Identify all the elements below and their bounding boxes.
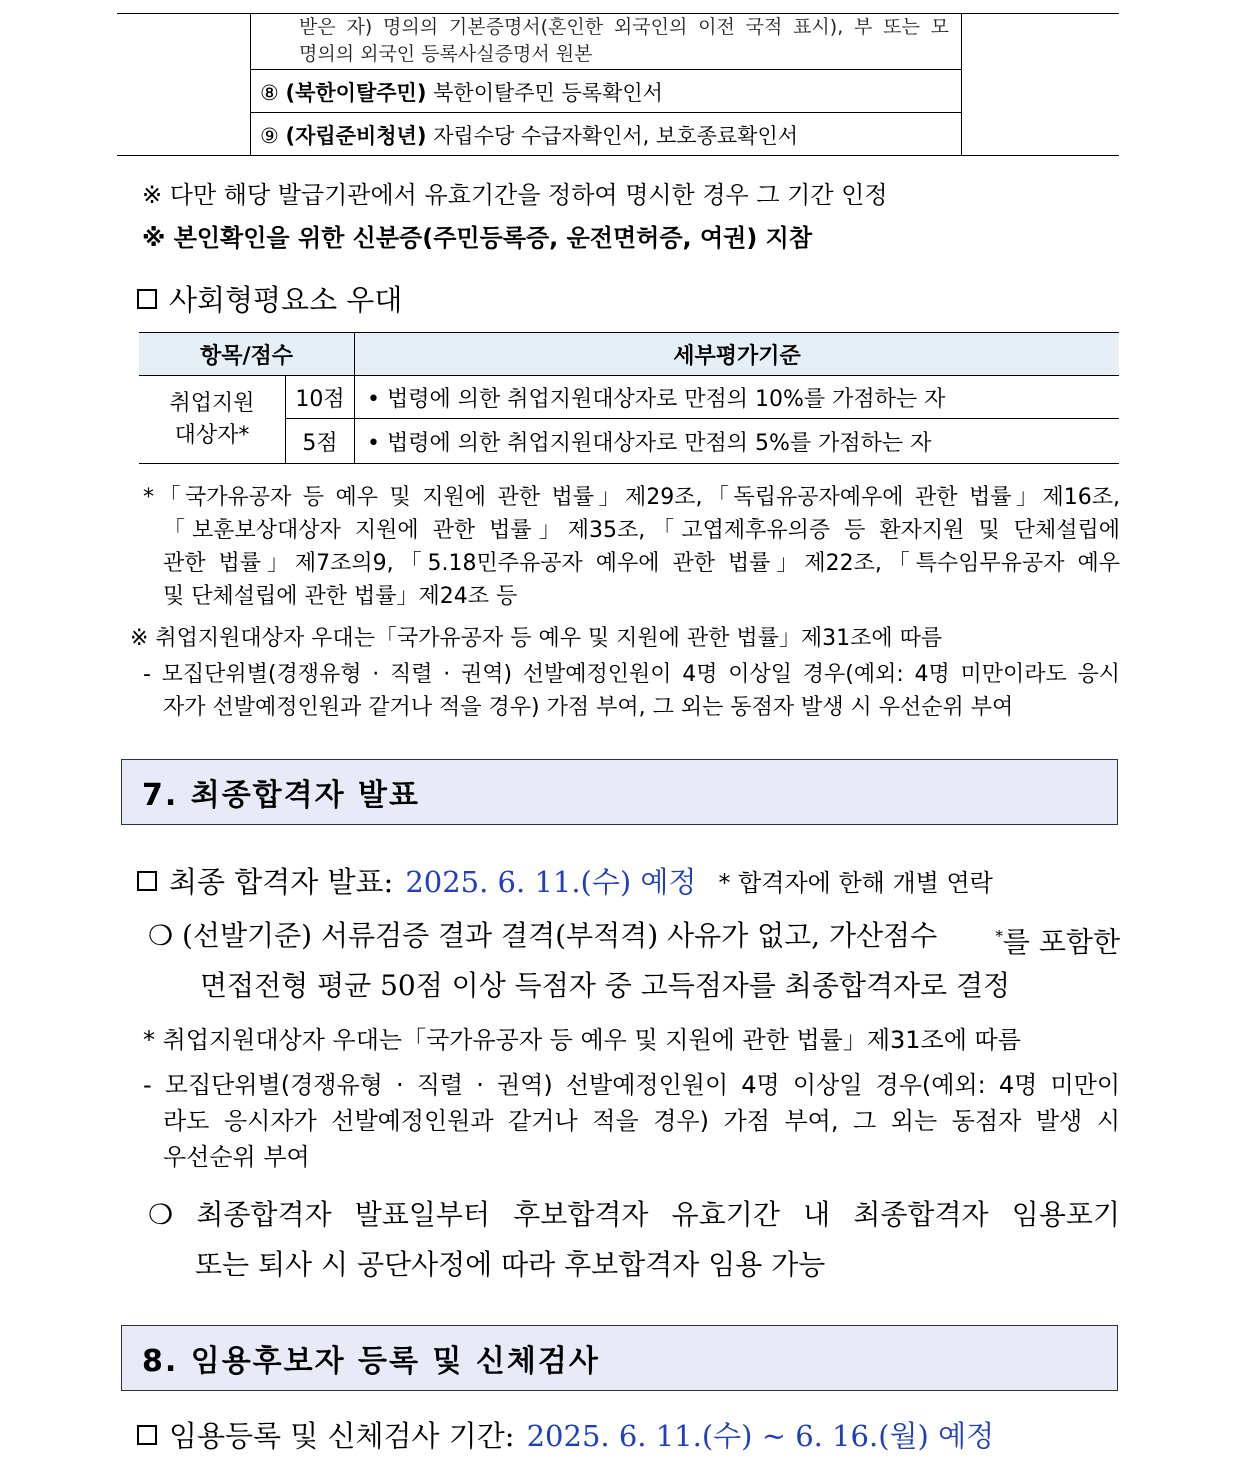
criteria-cell: • 법령에 의한 취업지원대상자로 만점의 5%를 가점하는 자 — [367, 430, 932, 456]
dash-line: 자가 선발예정인원과 같거나 적을 경우) 가점 부여, 그 외는 동점자 발생 시 우선순위 부여 — [163, 695, 1014, 720]
checkbox-square-icon — [137, 289, 157, 309]
dash-line: - 모집단위별(경쟁유형 · 직렬 · 권역) 선발예정인원이 4명 이상일 경우(예외: 4명 미만이 — [143, 1071, 1120, 1099]
row-label: (북한이탈주민) — [285, 81, 427, 105]
category-cell — [139, 377, 285, 463]
note-line: ※ 취업지원대상자 우대는「국가유공자 등 예우 및 지원에 관한 법률」제31조에 따름 — [130, 626, 943, 651]
period-date: 2025. 6. 11.(수) ~ 6. 16.(월) 예정 — [526, 1419, 995, 1453]
list-number: ⑧ — [260, 81, 279, 105]
dash-line: 라도 응시자가 선발예정인원과 같거나 적을 경우) 가점 부여, 그 외는 동점자 발생 시 — [163, 1107, 1120, 1135]
criteria-sup: * — [995, 927, 1003, 945]
score-cell: 5점 — [302, 430, 338, 456]
heading-text: 사회형평요소 우대 — [169, 283, 403, 317]
checkbox-square-icon — [137, 1425, 157, 1445]
table-row — [260, 120, 798, 150]
announce-date: 2025. 6. 11.(수) 예정 — [405, 865, 697, 899]
star-note: * 취업지원대상자 우대는「국가유공자 등 예우 및 지원에 관한 법률」제31조에 따름 — [143, 1026, 1021, 1054]
category-text: 대상자* — [174, 423, 250, 448]
table-row — [260, 77, 663, 107]
announce-line — [137, 860, 993, 901]
footnote-line: 「보훈보상대상자 지원에 관한 법률」제35조,「고엽제후유의증 등 환자지원 및 단체설립에 — [163, 518, 1120, 543]
backup-line: ❍ 최종합격자 발표일부터 후보합격자 유효기간 내 최종합격자 임용포기 — [148, 1198, 1120, 1231]
section-title-7 — [121, 759, 1118, 825]
table-header: 항목/점수 — [199, 343, 294, 369]
footnote-line: 및 단체설립에 관한 법률」제24조 등 — [163, 584, 518, 609]
row-text: 자립수당 수급자확인서, 보호종료확인서 — [433, 124, 799, 148]
dash-line: - 모집단위별(경쟁유형 · 직렬 · 권역) 선발예정인원이 4명 이상일 경우(예외: 4명 미만이라도 응시 — [143, 662, 1120, 687]
row-text: 북한이탈주민 등록확인서 — [433, 81, 663, 105]
footnote-line: 관한 법률」제7조의9,「5.18민주유공자 예우에 관한 법률」제22조,「특수임무유공자 예우 — [163, 551, 1120, 576]
announce-note: * 합격자에 한해 개별 연락 — [718, 869, 993, 897]
section-heading-social — [137, 278, 402, 319]
criteria-cell: • 법령에 의한 취업지원대상자로 만점의 10%를 가점하는 자 — [367, 386, 946, 412]
row-label: (자립준비청년) — [285, 124, 427, 148]
id-note: ※ 본인확인을 위한 신분증(주민등록증, 운전면허증, 여권) 지참 — [142, 224, 813, 252]
validity-note: ※ 다만 해당 발급기관에서 유효기간을 정하여 명시한 경우 그 기간 인정 — [142, 181, 888, 209]
criteria-text: ❍ (선발기준) 서류검증 결과 결격(부적격) 사유가 없고, 가산점수 — [148, 919, 938, 952]
list-number: ⑨ — [260, 124, 279, 148]
criteria-text: 를 포함한 — [1002, 925, 1120, 959]
footnote-line: *「국가유공자 등 예우 및 지원에 관한 법률」제29조,「독립유공자예우에 관한 법률」제16조, — [143, 485, 1120, 510]
section-title-text: 8. 임용후보자 등록 및 신체검사 — [142, 1344, 600, 1379]
table-divider — [961, 14, 962, 155]
table-cell-text: 명의의 외국인 등록사실증명서 원본 — [299, 43, 593, 65]
backup-line: 또는 퇴사 시 공단사정에 따라 후보합격자 임용 가능 — [195, 1248, 826, 1281]
checkbox-square-icon — [137, 871, 157, 891]
announce-label: 최종 합격자 발표: — [169, 865, 394, 899]
criteria-line — [148, 916, 1120, 962]
table-divider — [250, 14, 251, 155]
period-line — [137, 1414, 994, 1455]
score-table — [139, 332, 1119, 464]
criteria-line: 면접전형 평균 50점 이상 득점자 중 고득점자를 최종합격자로 결정 — [200, 969, 1011, 1002]
table-header: 세부평가기준 — [673, 343, 801, 369]
dash-line: 우선순위 부여 — [163, 1143, 310, 1171]
document-table-top — [117, 13, 1119, 156]
period-label: 임용등록 및 신체검사 기간: — [169, 1419, 515, 1453]
table-cell-text: 받은 자) 명의의 기본증명서(혼인한 외국인의 이전 국적 표시), 부 또는 모 — [299, 16, 949, 38]
table-divider — [250, 112, 961, 113]
section-title-8 — [121, 1325, 1118, 1391]
table-divider — [250, 69, 961, 70]
score-cell: 10점 — [295, 386, 345, 412]
section-title-text: 7. 최종합격자 발표 — [142, 778, 421, 813]
category-text: 취업지원 — [169, 391, 255, 416]
